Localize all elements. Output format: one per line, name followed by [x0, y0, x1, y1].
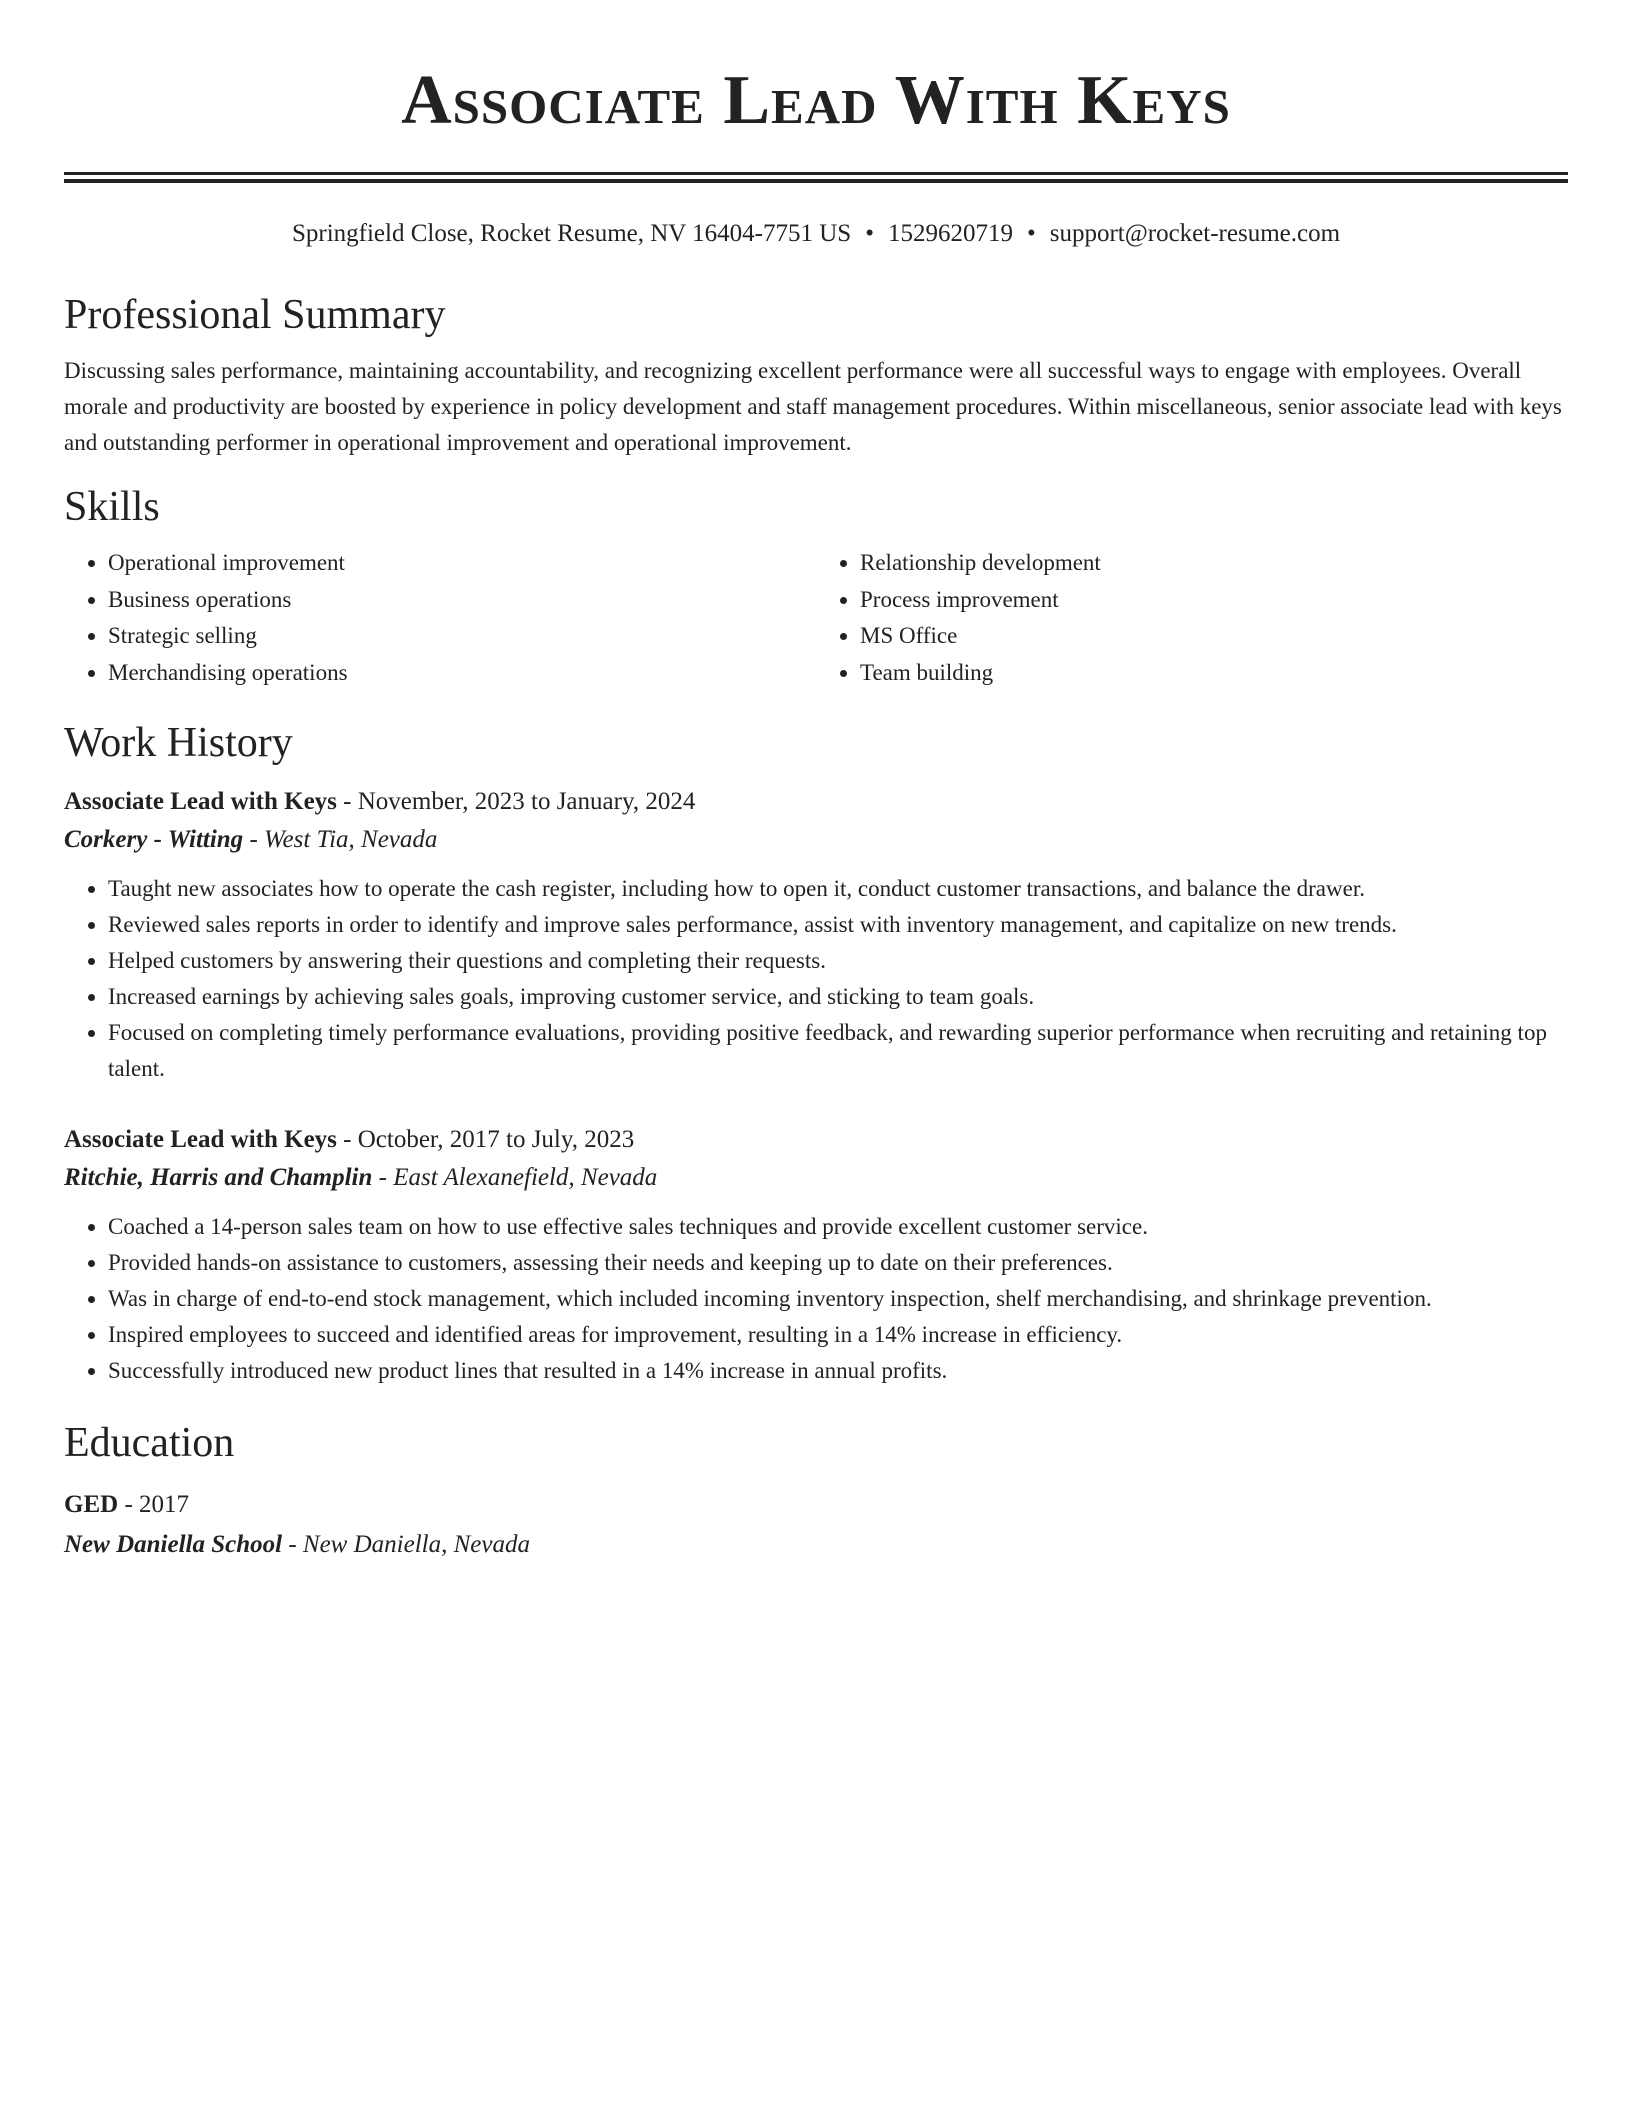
- summary-heading: Professional Summary: [64, 292, 446, 338]
- skill-item: • Merchandising operations: [108, 655, 816, 692]
- job-title: Associate Lead with Keys: [64, 1126, 337, 1153]
- job-dates: - November, 2023 to January, 2024: [336, 788, 696, 815]
- skill-item: • Team building: [860, 655, 1568, 692]
- contact-separator: •: [865, 220, 874, 247]
- education-location: - New Daniella, Nevada: [282, 1531, 530, 1558]
- job-location: - East Alexanefield, Nevada: [372, 1164, 658, 1191]
- work-history-section: [64, 717, 1568, 1389]
- job-title-line: [64, 1121, 1568, 1159]
- job-dates: - October, 2017 to July, 2023: [336, 1126, 635, 1153]
- resume-name: Associate Lead With Keys: [401, 62, 1231, 139]
- job-company-line: [64, 1159, 1568, 1197]
- job-bullet: • Reviewed sales reports in order to identify and improve sales performance, assist with inventory management, and capitalize on new trends.: [108, 907, 1568, 943]
- skill-item: • Relationship development: [860, 545, 1568, 582]
- job-bullets: [64, 1209, 1568, 1389]
- work-history-heading: Work History: [64, 720, 293, 766]
- job-company-line: [64, 821, 1568, 859]
- summary-text: Discussing sales performance, maintaining accountability, and recognizing excellent performance were all successful ways to engage with employees. Overall morale and productivity are boosted by experience in policy development and staff management procedures. Within miscellaneous, senior associate lead with keys and outstanding performer in operational improvement and operational improvement.: [64, 358, 1562, 455]
- job-bullet: • Helped customers by answering their questions and completing their requests.: [108, 943, 1568, 979]
- education-school: New Daniella School: [64, 1531, 283, 1558]
- education-degree: GED: [64, 1491, 119, 1518]
- job-entry: [64, 1121, 1568, 1389]
- job-company: Ritchie, Harris and Champlin: [64, 1164, 373, 1191]
- contact-phone: 1529620719: [887, 220, 1013, 247]
- summary-section: [64, 289, 1568, 461]
- education-year: - 2017: [118, 1491, 190, 1518]
- job-bullet: • Focused on completing timely performance evaluations, providing positive feedback, and rewarding superior performance when recruiting and retaining top talent.: [108, 1015, 1568, 1087]
- job-bullet: • Coached a 14-person sales team on how to use effective sales techniques and provide excellent customer service.: [108, 1209, 1568, 1245]
- skills-list-left: [64, 545, 816, 691]
- skills-list-right: [816, 545, 1568, 691]
- header-divider: [64, 172, 1568, 183]
- job-bullets: [64, 871, 1568, 1087]
- job-entry: [64, 783, 1568, 1087]
- job-bullet: • Was in charge of end-to-end stock management, which included incoming inventory inspection, shelf merchandising, and shrinkage prevention.: [108, 1281, 1568, 1317]
- contact-email[interactable]: support@rocket-resume.com: [1049, 220, 1341, 247]
- job-bullet: • Taught new associates how to operate the cash register, including how to open it, conduct customer transactions, and balance the drawer.: [108, 871, 1568, 907]
- job-bullet: • Successfully introduced new product lines that resulted in a 14% increase in annual profits.: [108, 1353, 1568, 1389]
- skill-item: • Business operations: [108, 582, 816, 619]
- education-entry: [64, 1485, 1568, 1565]
- education-heading: Education: [64, 1420, 235, 1466]
- skill-item: • Process improvement: [860, 582, 1568, 619]
- job-bullet: • Increased earnings by achieving sales goals, improving customer service, and sticking to team goals.: [108, 979, 1568, 1015]
- education-section: [64, 1417, 1568, 1565]
- education-degree-line: [64, 1485, 1568, 1525]
- contact-line: [64, 217, 1568, 251]
- education-school-line: [64, 1525, 1568, 1565]
- job-title: Associate Lead with Keys: [64, 788, 337, 815]
- skill-item: • MS Office: [860, 618, 1568, 655]
- skills-section: [64, 481, 1568, 691]
- contact-separator: •: [1026, 220, 1036, 247]
- job-company: Corkery - Witting: [64, 826, 244, 853]
- skill-item: • Strategic selling: [108, 618, 816, 655]
- job-location: - West Tia, Nevada: [243, 826, 438, 853]
- job-title-line: [64, 783, 1568, 821]
- skills-heading: Skills: [64, 484, 160, 530]
- skill-item: • Operational improvement: [108, 545, 816, 582]
- job-bullet: • Provided hands-on assistance to customers, assessing their needs and keeping up to date on their preferences.: [108, 1245, 1568, 1281]
- skills-columns: [64, 545, 1568, 691]
- contact-address: Springfield Close, Rocket Resume, NV 16404-7751 US: [291, 220, 852, 247]
- job-bullet: • Inspired employees to succeed and identified areas for improvement, resulting in a 14% increase in efficiency.: [108, 1317, 1568, 1353]
